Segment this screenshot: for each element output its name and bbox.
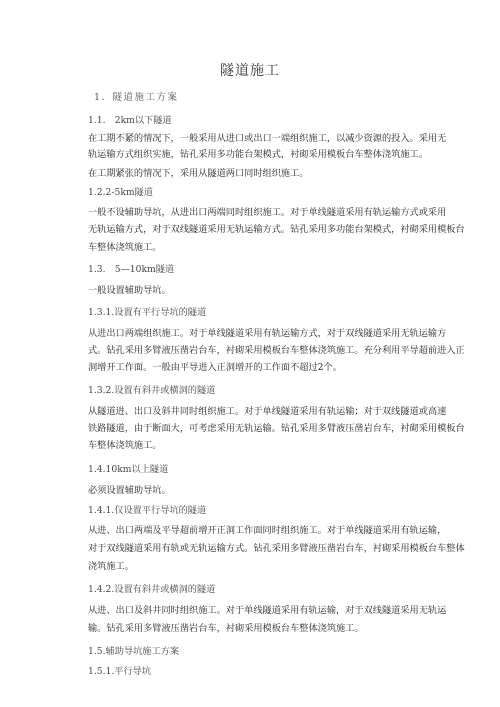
subsection-heading: 1.4.10km以上隧道 [88,464,169,475]
paragraph-line: 从进、出口及斜井同时组织施工。对于单线隧道采用有轨运输，对于双线隧道采用无轨运 [88,605,447,616]
subsection-heading: 1.3.1.设置有平行导坑的隧道 [88,307,207,318]
paragraph-line: 浇筑施工。 [88,561,134,572]
subsection-heading: 1.3. 5—10km隧道 [88,264,175,275]
subsection-heading: 1.5.辅助导坑施工方案 [88,646,180,657]
paragraph-line: 无轨运输方式，对于双线隧道采用无轨运输方式。钻孔采用多功能台架模式，衬砌采用模板台 [88,224,465,235]
paragraph-line: 式。钻孔采用多臂液压凿岩台车，衬砌采用模板台车整体浇筑施工。充分利用平导超前进入正 [88,345,465,356]
section-heading: 1．隧道施工方案 [94,92,179,103]
paragraph-line: 输。钻孔采用多臂液压凿岩台车，衬砌采用模板台车整体浇筑施工。 [88,623,364,634]
page-title: 隧道施工 [220,63,280,79]
paragraph-line: 洞增开工作面。一般由平导进入正洞增开的工作面不超过2个。 [88,362,342,373]
paragraph-line: 从进出口两端组织施工。对于单线隧道采用有轨运输方式，对于双线隧道采用无轨运输方 [88,328,447,339]
paragraph-line: 车整体浇筑施工。 [88,440,162,451]
paragraph-line: 在工期紧张的情况下，采用从隧道两口同时组织施工。 [88,168,309,179]
paragraph-line: 从隧道进、出口及斜井同时组织施工。对于单线隧道采用有轨运输；对于双线隧道或高速 [88,406,447,417]
subsection-heading: 1.1. 2km以下隧道 [88,115,172,126]
paragraph-line: 铁路隧道，由于断面大，可考虑采用无轨运输。钻孔采用多臂液压凿岩台车，衬砌采用模板台 [88,423,465,434]
paragraph-line: 对于双线隧道采用有轨或无轨运输方式。钻孔采用多臂液压凿岩台车，衬砌采用模板台车整体 [88,543,465,554]
paragraph-line: 一般不设辅助导坑，从进出口两端同时组织施工。对于单线隧道采用有轨运输方式或采用 [88,207,447,218]
paragraph-line: 在工期不紧的情况下，一般采用从进口或出口一端组织施工，以减少资源的投入。采用无 [88,133,447,144]
paragraph-line: 一般设置辅助导坑。 [88,285,171,296]
paragraph-line: 车整体浇筑施工。 [88,242,162,253]
paragraph-line: 轨运输方式组织实施，钻孔采用多功能台架模式，衬砌采用模板台车整体浇筑施工。 [88,149,428,160]
subsection-heading: 1.4.2.设置有斜井或横洞的隧道 [88,584,216,595]
subsection-heading: 1.5.1.平行导坑 [88,666,152,677]
paragraph-line: 从进、出口两端及平导超前增开正洞工作面同时组织施工。对于单线隧道采用有轨运输， [88,525,447,536]
subsection-heading: 1.4.1.仅设置平行导坑的隧道 [88,505,207,516]
subsection-heading: 1.2.2-5km隧道 [88,187,153,198]
subsection-heading: 1.3.2.设置有斜井或横洞的隧道 [88,385,216,396]
paragraph-line: 必须设置辅助导坑。 [88,485,171,496]
